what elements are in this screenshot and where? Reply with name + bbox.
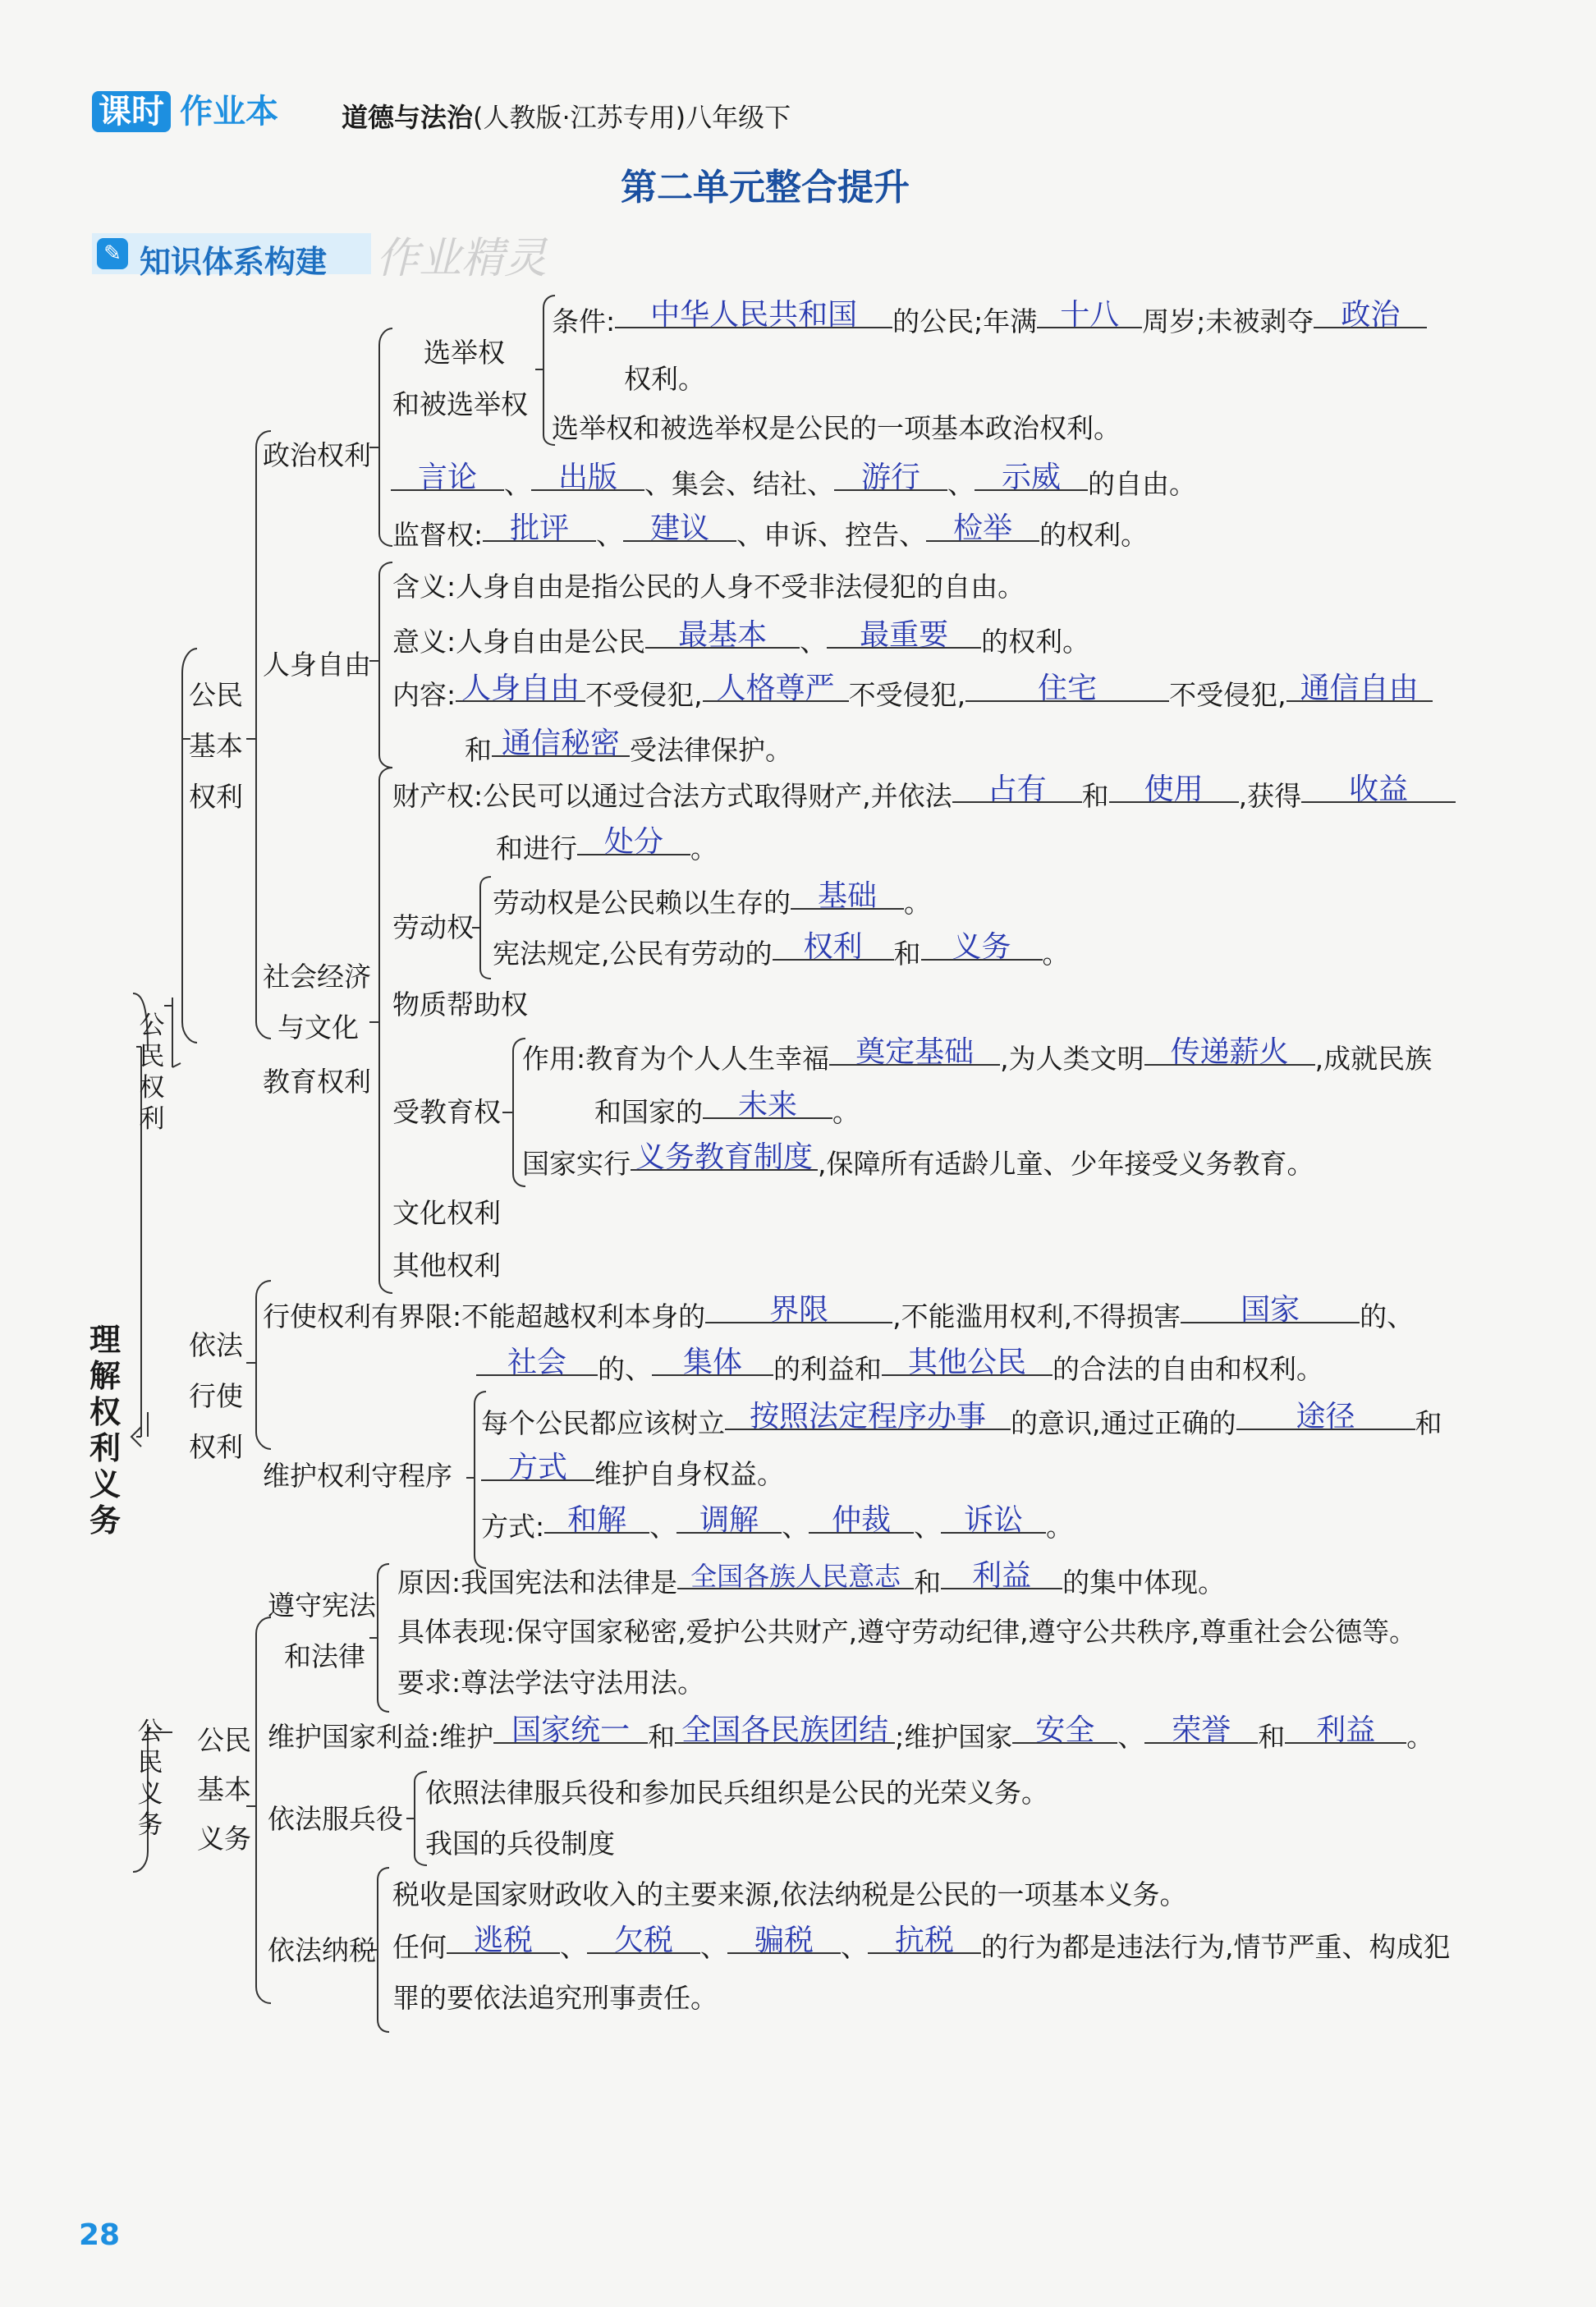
text-fragment: 途径 — [1296, 1400, 1355, 1433]
text-fragment: 的意识,通过正确的 — [1011, 1407, 1236, 1439]
text-fragment: 。 — [1406, 1721, 1434, 1753]
answer-blank — [1236, 1396, 1415, 1433]
text-fragment: 、 — [841, 1931, 868, 1963]
basic-duties-label — [195, 1716, 253, 1864]
page-title: 第二单元整合提升 — [621, 167, 910, 209]
text-fragment: 、申诉、控告、 — [736, 519, 927, 551]
edu-role-2 — [594, 1089, 860, 1129]
text-fragment: 劳动权是公民赖以生存的 — [493, 887, 791, 919]
personal-label: 人身自由 — [263, 649, 371, 681]
edu-role — [522, 1035, 1433, 1076]
text-fragment: 和 — [1258, 1721, 1286, 1753]
law-label-2: 和法律 — [284, 1640, 365, 1672]
text-fragment: 意义:人身自由是公民 — [392, 626, 646, 658]
answer-blank — [447, 1919, 560, 1957]
answer-blank — [705, 1289, 892, 1327]
labor-line-2 — [493, 930, 1070, 970]
answer-blank — [868, 1919, 981, 1957]
answer-blank — [791, 875, 904, 913]
text-fragment: 和 — [465, 734, 492, 766]
watermark: 作业精灵 — [376, 234, 548, 283]
text-fragment: 检举 — [953, 511, 1013, 545]
text-fragment: 公民基本权利 — [189, 679, 243, 813]
social-label-1: 社会经济 — [263, 961, 371, 993]
text-fragment: 调解 — [699, 1503, 759, 1537]
text-fragment: 权利 — [803, 930, 863, 964]
answer-blank — [809, 1499, 914, 1537]
other-rights: 其他权利 — [392, 1250, 501, 1282]
answer-blank — [727, 1919, 841, 1957]
basic-rights-label — [187, 670, 245, 823]
text-fragment: 收益 — [1349, 773, 1409, 806]
answer-blank — [615, 294, 892, 332]
answer-blank — [577, 821, 690, 859]
military-label: 依法服兵役 — [268, 1803, 403, 1835]
text-fragment: 的、 — [1360, 1300, 1415, 1332]
text-fragment: 逃税 — [473, 1924, 533, 1957]
bound-line-2 — [476, 1346, 1323, 1386]
text-fragment: 。 — [690, 832, 718, 865]
answer-blank — [926, 507, 1039, 545]
text-fragment: 、 — [782, 1511, 809, 1543]
answer-blank — [676, 1499, 782, 1537]
text-fragment: 公民权利 — [139, 1011, 165, 1134]
answer-blank — [623, 507, 736, 545]
text-fragment: 方式: — [481, 1511, 545, 1543]
text-fragment: 占有 — [987, 773, 1047, 806]
text-fragment: ,成就民族 — [1314, 1043, 1433, 1075]
text-fragment: 维护自身权益。 — [594, 1458, 784, 1490]
text-fragment: 、 — [504, 468, 531, 500]
text-fragment: 国家 — [1241, 1293, 1300, 1327]
property-line-2 — [496, 825, 718, 865]
text-fragment: 的权利。 — [1039, 519, 1149, 551]
text-fragment: 言论 — [417, 461, 477, 494]
labor-line-1 — [493, 879, 931, 920]
text-fragment: 游行 — [860, 461, 920, 494]
text-fragment: 。 — [904, 887, 931, 919]
text-fragment: 国家实行 — [522, 1148, 631, 1180]
answer-blank — [1181, 1289, 1360, 1327]
section-title: 知识体系构建 — [140, 244, 328, 280]
social-label-3: 教育权利 — [263, 1066, 371, 1098]
text-fragment: 不受侵犯, — [585, 679, 703, 711]
text-fragment: 的行为都是违法行为,情节严重、构成犯 — [981, 1931, 1451, 1963]
answer-blank — [773, 926, 894, 964]
answer-blank — [829, 1031, 1000, 1069]
text-fragment: 人格尊严 — [716, 672, 835, 705]
perform-line: 具体表现:保守国家秘密,爱护公共财产,遵守劳动纪律,遵守公共秩序,尊重社会公德等。 — [397, 1616, 1417, 1648]
property-line — [392, 773, 1456, 813]
text-fragment: 中华人民共和国 — [650, 298, 858, 332]
personal-content — [392, 672, 1433, 712]
tax-line-2 — [392, 1924, 1451, 1964]
answer-blank — [703, 1085, 832, 1122]
text-fragment: ;维护国家 — [895, 1721, 1013, 1753]
text-fragment: 和 — [1415, 1407, 1442, 1439]
text-fragment: 诉讼 — [964, 1503, 1024, 1537]
answer-blank — [493, 1709, 648, 1747]
text-fragment: 周岁;未被剥夺 — [1142, 305, 1314, 337]
answer-blank — [921, 926, 1043, 964]
tax-line-1: 税收是国家财政收入的主要来源,依法纳税是公民的一项基本义务。 — [392, 1878, 1187, 1910]
subject: 道德与法治 — [342, 102, 474, 133]
text-fragment: 骗税 — [754, 1924, 814, 1957]
text-fragment: 、集会、结社、 — [644, 468, 834, 500]
text-fragment: 和进行 — [496, 832, 577, 865]
text-fragment: 义务 — [952, 930, 1011, 964]
text-fragment: 作用:教育为个人人生幸福 — [522, 1043, 830, 1075]
text-fragment: 。 — [1046, 1511, 1074, 1543]
text-fragment: 每个公民都应该树立 — [481, 1407, 725, 1439]
answer-blank — [703, 667, 849, 705]
reason-line — [397, 1559, 1226, 1599]
text-fragment: 处分 — [603, 825, 663, 859]
text-fragment: 原因:我国宪法和法律是 — [397, 1566, 678, 1598]
text-fragment: 的利益和 — [773, 1353, 882, 1385]
text-fragment: 荣誉 — [1172, 1713, 1231, 1747]
answer-blank — [1301, 768, 1456, 806]
text-fragment: 、 — [560, 1931, 587, 1963]
text-fragment: 十八 — [1060, 298, 1120, 332]
text-fragment: 全国各民族团结 — [681, 1713, 889, 1747]
text-fragment: 抗税 — [894, 1924, 954, 1957]
text-fragment: 国家统一 — [511, 1713, 631, 1747]
grade: 八年级下 — [686, 102, 791, 133]
text-fragment: 其他公民 — [907, 1346, 1026, 1379]
brand-title: 作业本 — [180, 93, 279, 131]
text-fragment: 条件: — [552, 305, 616, 337]
knowledge-icon: ✎ — [97, 238, 128, 269]
text-fragment: 的集中体现。 — [1062, 1566, 1226, 1598]
military-line-2: 我国的兵役制度 — [425, 1828, 615, 1860]
text-fragment: 的、 — [598, 1353, 652, 1385]
text-fragment: 最基本 — [678, 618, 768, 652]
text-fragment: 示威 — [1001, 461, 1061, 494]
answer-blank — [1314, 294, 1427, 332]
text-fragment: ,获得 — [1238, 780, 1302, 812]
answer-blank — [1286, 667, 1433, 705]
answer-blank — [645, 614, 800, 652]
freedom-line — [391, 461, 1196, 501]
procedure-ways — [481, 1503, 1074, 1543]
answer-blank — [834, 456, 947, 494]
answer-blank — [725, 1396, 1011, 1433]
text-fragment: 奠定基础 — [855, 1035, 975, 1069]
social-label-2: 与文化 — [277, 1011, 359, 1043]
answer-blank — [941, 1555, 1062, 1593]
text-fragment: 和国家的 — [594, 1096, 703, 1128]
personal-content-2 — [465, 727, 792, 767]
text-fragment: 政治 — [1341, 298, 1401, 332]
answer-blank — [827, 614, 981, 652]
text-fragment: 最重要 — [860, 618, 949, 652]
tax-line-3: 罪的要依法追究刑事责任。 — [392, 1982, 718, 2014]
material-aid: 物质帮助权 — [392, 988, 528, 1020]
text-fragment: 和 — [1081, 780, 1109, 812]
answer-blank — [1144, 1031, 1315, 1069]
answer-blank — [456, 667, 585, 705]
text-fragment: 集体 — [682, 1346, 742, 1379]
text-fragment: 出版 — [557, 461, 617, 494]
exercise-label — [187, 1320, 245, 1473]
text-fragment: 的公民;年满 — [892, 305, 1038, 337]
text-fragment: 通信自由 — [1300, 672, 1419, 705]
law-label-1: 遵守宪法 — [268, 1589, 376, 1621]
text-fragment: ,为人类文明 — [1000, 1043, 1144, 1075]
military-line-1: 依照法律服兵役和参加民兵组织是公民的光荣义务。 — [425, 1777, 1048, 1809]
answer-blank — [476, 1342, 598, 1379]
text-fragment: 传递薪火 — [1170, 1035, 1289, 1069]
require-line: 要求:尊法学法守法用法。 — [397, 1667, 705, 1699]
answer-blank — [587, 1919, 700, 1957]
text-fragment: 基础 — [817, 879, 877, 913]
procedure-line-1 — [481, 1400, 1442, 1440]
answer-blank — [941, 1499, 1046, 1537]
text-fragment: 欠税 — [613, 1924, 673, 1957]
text-fragment: 、 — [800, 626, 828, 658]
answer-blank — [882, 1342, 1053, 1379]
text-fragment: 。 — [1042, 938, 1070, 970]
answer-blank — [1144, 1709, 1258, 1747]
text-fragment: 维护国家利益:维护 — [268, 1721, 494, 1753]
answer-blank — [483, 507, 596, 545]
answer-blank — [531, 456, 644, 494]
text-fragment: 。 — [832, 1096, 860, 1128]
text-fragment: 和 — [893, 938, 921, 970]
text-fragment: ,不能滥用权利,不得损害 — [892, 1300, 1181, 1332]
rights-label — [138, 1010, 166, 1135]
text-fragment: 利益 — [1316, 1713, 1376, 1747]
answer-blank — [965, 667, 1169, 705]
text-fragment: 未来 — [737, 1089, 797, 1122]
answer-blank — [652, 1342, 773, 1379]
answer-blank — [391, 456, 504, 494]
text-fragment: 批评 — [510, 511, 570, 545]
text-fragment: 不受侵犯, — [1169, 679, 1286, 711]
text-fragment: 方式 — [507, 1451, 567, 1484]
culture-rights: 文化权利 — [392, 1197, 501, 1229]
text-fragment: 宪法规定,公民有劳动的 — [493, 938, 773, 970]
answer-blank — [544, 1499, 649, 1537]
answer-blank — [631, 1136, 818, 1174]
text-fragment: 内容: — [392, 679, 456, 711]
text-fragment: 社会 — [507, 1346, 566, 1379]
tax-label: 依法纳税 — [268, 1934, 376, 1966]
answer-blank — [1012, 1709, 1117, 1747]
personal-meaning: 含义:人身自由是指公民的人身不受非法侵犯的自由。 — [392, 571, 1025, 603]
text-fragment: 受法律保护。 — [630, 734, 792, 766]
text-fragment: 公民基本义务 — [197, 1724, 251, 1855]
text-fragment: 的合法的自由和权利。 — [1053, 1353, 1323, 1385]
text-fragment: 住宅 — [1038, 672, 1098, 705]
text-fragment: 利益 — [972, 1559, 1032, 1593]
procedure-label: 维护权利守程序 — [263, 1460, 452, 1492]
answer-blank — [952, 768, 1082, 806]
brand-badge: 课时 — [92, 91, 171, 132]
text-fragment: 任何 — [392, 1931, 447, 1963]
election-basic: 选举权和被选举权是公民的一项基本政治权利。 — [552, 412, 1121, 444]
labor-label: 劳动权 — [392, 911, 474, 943]
text-fragment: 不受侵犯, — [848, 679, 966, 711]
answer-blank — [481, 1447, 594, 1484]
text-fragment: 界限 — [769, 1293, 829, 1327]
supervision-line — [392, 511, 1149, 552]
bound-line — [263, 1293, 1415, 1333]
answer-blank — [675, 1709, 895, 1747]
page-number: 28 — [79, 2218, 121, 2252]
text-fragment: 理解权利义务 — [89, 1322, 121, 1539]
edu-label: 受教育权 — [392, 1096, 501, 1128]
text-fragment: 的自由。 — [1088, 468, 1196, 500]
text-fragment: 、 — [700, 1931, 727, 1963]
text-fragment: 财产权:公民可以通过合法方式取得财产,并依法 — [392, 780, 952, 812]
text-fragment: 人身自由 — [461, 672, 580, 705]
text-fragment: 、 — [947, 468, 975, 500]
personal-significance — [392, 618, 1090, 658]
edition: (人教版·江苏专用) — [473, 102, 686, 133]
root-label — [89, 1322, 122, 1539]
text-fragment: 建议 — [650, 511, 710, 545]
election-condition — [552, 298, 1427, 338]
text-fragment: 依法行使权利 — [189, 1329, 243, 1463]
text-fragment: 、 — [1117, 1721, 1145, 1753]
text-fragment: 、 — [914, 1511, 942, 1543]
text-fragment: 和 — [648, 1721, 676, 1753]
text-fragment: 和解 — [567, 1503, 627, 1537]
text-fragment: 、 — [596, 519, 624, 551]
political-label: 政治权利 — [263, 439, 371, 471]
nation-line — [268, 1713, 1434, 1754]
election-condition-end: 权利。 — [624, 363, 705, 395]
answer-blank — [1037, 294, 1142, 332]
text-fragment: 全国各族人民意志 — [690, 1561, 901, 1592]
answer-blank — [677, 1555, 914, 1592]
text-fragment: ,保障所有适龄儿童、少年接受义务教育。 — [818, 1148, 1314, 1180]
text-fragment: 和 — [914, 1566, 942, 1598]
text-fragment: 通信秘密 — [501, 727, 620, 760]
text-fragment: 、 — [649, 1511, 677, 1543]
procedure-line-2 — [481, 1451, 784, 1491]
answer-blank — [1109, 768, 1239, 806]
text-fragment: 按照法定程序办事 — [749, 1400, 986, 1433]
text-fragment: 安全 — [1035, 1713, 1095, 1747]
election-label-1: 选举权 — [424, 337, 505, 369]
duties-label — [136, 1716, 164, 1841]
text-fragment: 使用 — [1144, 773, 1204, 806]
text-fragment: 义务教育制度 — [635, 1140, 813, 1174]
text-fragment: 仲裁 — [832, 1503, 892, 1537]
answer-blank — [492, 722, 630, 760]
text-fragment: 公民义务 — [137, 1717, 163, 1840]
text-fragment: 行使权利有界限:不能超越权利本身的 — [263, 1300, 706, 1332]
text-fragment: 的权利。 — [981, 626, 1090, 658]
answer-blank — [975, 456, 1088, 494]
edu-system — [522, 1140, 1314, 1181]
text-fragment: 监督权: — [392, 519, 484, 551]
answer-blank — [1285, 1709, 1406, 1747]
election-label-2: 和被选举权 — [392, 388, 528, 420]
